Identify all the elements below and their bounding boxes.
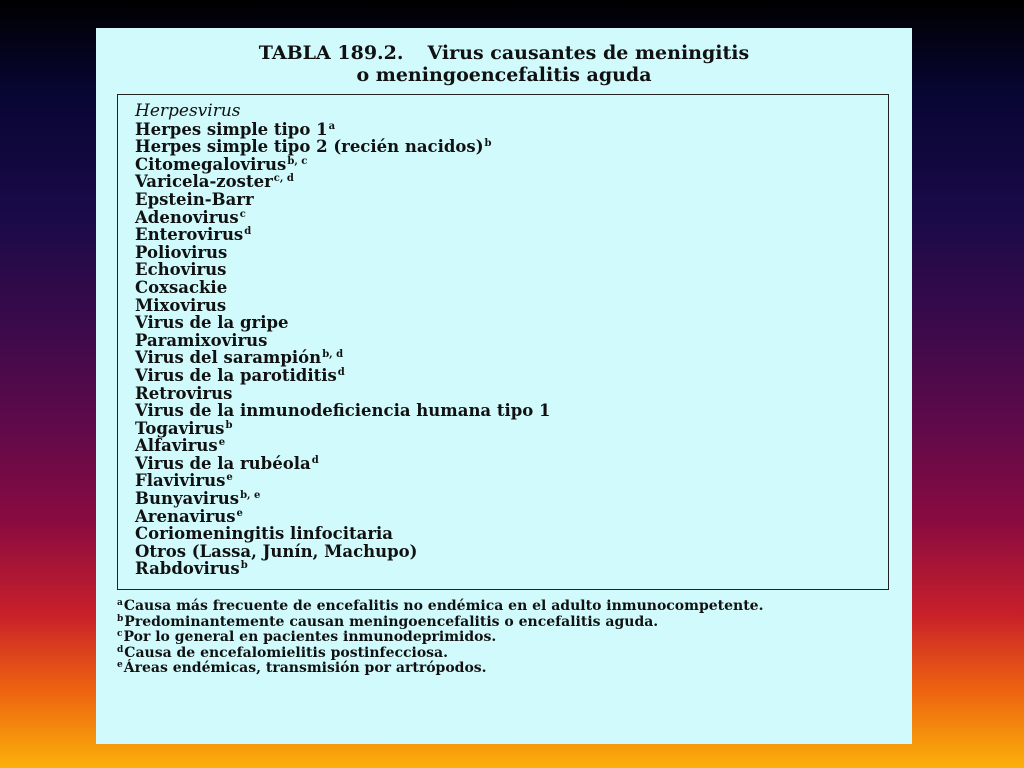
title-line-2: o meningoencefalitis aguda <box>356 64 652 86</box>
table-row <box>135 349 880 367</box>
table-row <box>135 508 880 526</box>
footnote-text: Áreas endémicas, transmisión por artrópodos. <box>123 660 487 677</box>
table-row <box>135 455 880 473</box>
footnote-text: Causa de encefalomielitis postinfecciosa. <box>124 644 449 661</box>
table-row <box>135 261 880 279</box>
table-row <box>135 560 880 578</box>
table-row <box>135 173 880 191</box>
virus-name: Coxsackie <box>135 277 228 297</box>
table-row <box>135 138 880 156</box>
footnote-mark: d <box>117 644 124 655</box>
footnote-ref: b, c <box>287 155 308 167</box>
footnote-ref: d <box>337 366 345 378</box>
virus-name: Virus del sarampión <box>135 348 322 368</box>
footnote-ref: e <box>218 437 226 449</box>
virus-name: Alfavirus <box>135 436 218 456</box>
table-row <box>135 437 880 455</box>
slide-panel <box>96 28 912 744</box>
footnote-ref: e <box>226 472 233 484</box>
footnote-ref: b, e <box>240 490 261 502</box>
virus-name: Poliovirus <box>135 242 228 262</box>
virus-name: Paramixovirus <box>135 330 268 350</box>
table-row <box>135 367 880 385</box>
table-row <box>135 543 880 561</box>
footnote-ref: b <box>240 560 248 572</box>
virus-name: Echovirus <box>135 260 227 280</box>
virus-name: Otros (Lassa, Junín, Machupo) <box>135 541 418 561</box>
footnote-mark: a <box>117 598 123 608</box>
virus-name: Epstein-Barr <box>135 189 254 209</box>
table-row <box>135 472 880 490</box>
virus-name: Enterovirus <box>135 225 244 245</box>
footnote-ref: d <box>311 454 319 466</box>
table-row <box>135 490 880 508</box>
virus-name: Rabdovirus <box>135 559 240 579</box>
virus-name: Virus de la gripe <box>135 313 289 333</box>
table-row <box>135 420 880 438</box>
virus-name: Herpes simple tipo 1 <box>135 119 328 139</box>
virus-name: Herpes simple tipo 2 (recién nacidos) <box>135 137 484 157</box>
table-row <box>135 209 880 227</box>
title-line-1 <box>96 42 912 64</box>
footnote-text: Causa más frecuente de encefalitis no endémica en el adulto inmunocompetente. <box>123 598 764 614</box>
table-row <box>135 402 880 420</box>
virus-name: Retrovirus <box>135 383 233 403</box>
table-row <box>135 385 880 403</box>
table-row <box>135 314 880 332</box>
footnote-ref: c <box>239 208 246 220</box>
title-text-1: Virus causantes de meningitis <box>427 42 750 64</box>
virus-name: Virus de la rubéola <box>135 453 311 473</box>
footnote-mark: e <box>117 660 123 671</box>
virus-name: Flavivirus <box>135 471 226 491</box>
table-row <box>135 191 880 209</box>
virus-list <box>135 103 880 578</box>
footnote-ref: d <box>244 226 252 238</box>
footnote-mark: c <box>117 629 123 640</box>
virus-name: Coriomeningitis linfocitaria <box>135 524 393 544</box>
table-number: TABLA 189.2. <box>258 42 404 64</box>
virus-name: Adenovirus <box>135 207 239 227</box>
footnote-text: Predominantemente causan meningoencefalitis o encefalitis aguda. <box>124 613 659 630</box>
footnote <box>117 615 897 631</box>
table-title <box>96 42 912 86</box>
virus-name: Citomegalovirus <box>135 154 287 174</box>
footnote-text: Por lo general en pacientes inmunodeprimidos. <box>123 629 497 646</box>
table-row <box>135 279 880 297</box>
virus-name: Virus de la inmunodeficiencia humana tipo 1 <box>135 401 551 421</box>
table-row <box>135 297 880 315</box>
virus-name: Varicela-zoster <box>135 172 273 192</box>
footnote-ref: c, d <box>273 173 294 185</box>
footnote-ref: b, d <box>322 349 344 361</box>
footnote-mark: b <box>117 613 124 624</box>
group-heading <box>135 103 880 121</box>
footnote-ref: e <box>236 507 243 519</box>
table-row <box>135 244 880 262</box>
footnote <box>117 599 897 615</box>
virus-name: Arenavirus <box>135 506 236 526</box>
virus-name: Mixovirus <box>135 295 227 315</box>
footnote-ref: a <box>328 120 336 132</box>
virus-name: Bunyavirus <box>135 489 240 509</box>
footnote <box>117 630 897 646</box>
footnotes <box>117 599 897 677</box>
footnote-ref: b <box>225 419 233 431</box>
table-row <box>135 121 880 139</box>
virus-name: Togavirus <box>135 418 225 438</box>
virus-name: Herpesvirus <box>135 101 241 121</box>
table-row <box>135 525 880 543</box>
footnote-ref: b <box>484 138 492 150</box>
table-row <box>135 156 880 174</box>
virus-table <box>117 94 889 590</box>
virus-name: Virus de la parotiditis <box>135 365 337 385</box>
table-row <box>135 226 880 244</box>
table-row <box>135 332 880 350</box>
footnote <box>117 661 897 677</box>
